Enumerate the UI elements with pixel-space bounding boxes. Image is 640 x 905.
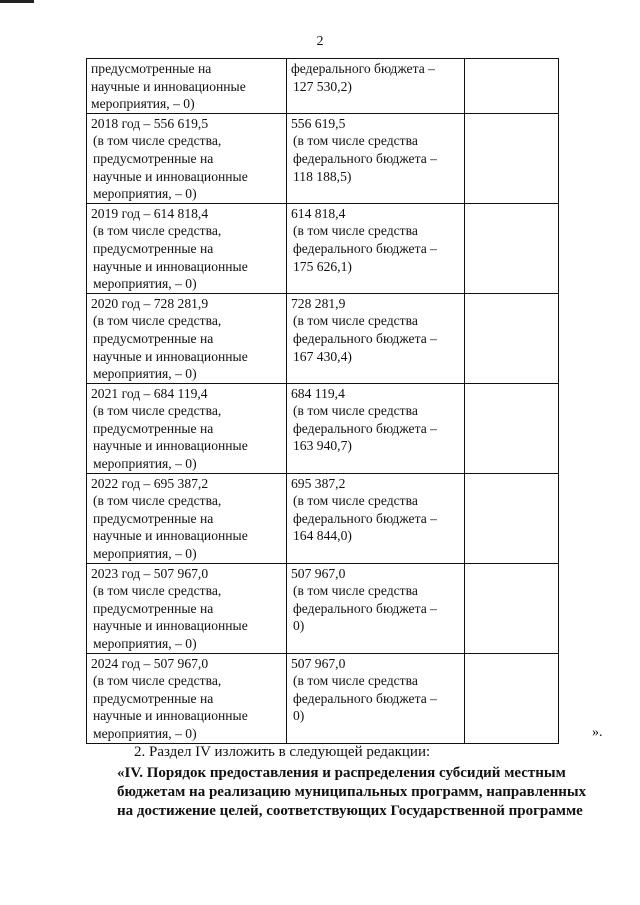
table-cell-amount bbox=[287, 113, 465, 203]
table-cell-period bbox=[87, 563, 287, 653]
table-cell-period bbox=[87, 59, 287, 114]
cell-line: федерального бюджета – bbox=[293, 600, 437, 616]
cell-line: предусмотренные на bbox=[93, 150, 214, 166]
amendment-item-2: 2. Раздел IV изложить в следующей редакции: bbox=[134, 744, 431, 760]
cell-line: 2020 год – 728 281,9 bbox=[91, 295, 209, 311]
table-row bbox=[87, 563, 559, 653]
cell-line: мероприятия, – 0) bbox=[93, 725, 197, 741]
table-cell-amount bbox=[287, 563, 465, 653]
cell-line: 2021 год – 684 119,4 bbox=[91, 385, 208, 401]
table-cell-amount bbox=[287, 653, 465, 743]
cell-line: 728 281,9 bbox=[291, 295, 346, 311]
cell-line: 0) bbox=[293, 618, 305, 634]
table-row bbox=[87, 473, 559, 563]
table-cell-empty bbox=[465, 203, 559, 293]
cell-line: федерального бюджета – bbox=[293, 240, 437, 256]
table-row bbox=[87, 653, 559, 743]
table-cell-empty bbox=[465, 563, 559, 653]
table-cell-empty bbox=[465, 113, 559, 203]
cell-line: (в том числе средства bbox=[293, 223, 418, 239]
cell-line: (в том числе средства bbox=[293, 403, 418, 419]
cell-line: 2023 год – 507 967,0 bbox=[91, 565, 209, 581]
cell-line: 614 818,4 bbox=[291, 205, 346, 221]
table-cell-period bbox=[87, 293, 287, 383]
cell-line: (в том числе средства, bbox=[93, 403, 222, 419]
table-row bbox=[87, 203, 559, 293]
cell-line: 507 967,0 bbox=[291, 565, 346, 581]
cell-line: научные и инновационные bbox=[93, 168, 248, 184]
budget-table bbox=[86, 58, 559, 744]
cell-line: предусмотренные на bbox=[93, 420, 214, 436]
cell-line: федерального бюджета – bbox=[293, 690, 437, 706]
cell-line: предусмотренные на bbox=[93, 690, 214, 706]
cell-line: мероприятия, – 0) bbox=[93, 186, 197, 202]
table-cell-empty bbox=[465, 383, 559, 473]
cell-line: научные и инновационные bbox=[93, 438, 248, 454]
cell-line: 164 844,0) bbox=[293, 528, 352, 544]
cell-line: предусмотренные на bbox=[93, 330, 214, 346]
cell-line: 167 430,4) bbox=[293, 348, 352, 364]
cell-line: (в том числе средства, bbox=[93, 223, 222, 239]
cell-line: (в том числе средства, bbox=[93, 673, 222, 689]
table-cell-amount bbox=[287, 473, 465, 563]
table-cell-period bbox=[87, 473, 287, 563]
cell-line: федерального бюджета – bbox=[291, 61, 435, 76]
table-cell-amount bbox=[287, 59, 465, 114]
cell-line: предусмотренные на bbox=[93, 240, 214, 256]
table-cell-amount bbox=[287, 383, 465, 473]
cell-line: научные и инновационные bbox=[93, 528, 248, 544]
cell-line: 2019 год – 614 818,4 bbox=[91, 205, 209, 221]
table-cell-empty bbox=[465, 293, 559, 383]
cell-line: мероприятия, – 0) bbox=[91, 96, 195, 112]
cell-line: 2018 год – 556 619,5 bbox=[91, 115, 209, 131]
cell-line: 2024 год – 507 967,0 bbox=[91, 655, 209, 671]
table-row bbox=[87, 59, 559, 114]
cell-line: 163 940,7) bbox=[293, 438, 352, 454]
page-number: 2 bbox=[316, 34, 324, 49]
table-cell-amount bbox=[287, 293, 465, 383]
table-cell-period bbox=[87, 113, 287, 203]
cell-line: 556 619,5 bbox=[291, 115, 346, 131]
cell-line: мероприятия, – 0) bbox=[93, 456, 197, 472]
cell-line: федерального бюджета – bbox=[293, 420, 437, 436]
cell-line: научные и инновационные bbox=[93, 348, 248, 364]
table-row bbox=[87, 113, 559, 203]
cell-line: мероприятия, – 0) bbox=[93, 366, 197, 382]
cell-line: 118 188,5) bbox=[293, 168, 352, 184]
cell-line: (в том числе средства, bbox=[93, 313, 222, 329]
cell-line: 175 626,1) bbox=[293, 258, 352, 274]
table-cell-period bbox=[87, 203, 287, 293]
table-cell-amount bbox=[287, 203, 465, 293]
cell-line: (в том числе средства bbox=[293, 673, 418, 689]
table-cell-period bbox=[87, 653, 287, 743]
cell-line: 127 530,2) bbox=[293, 78, 352, 94]
cell-line: мероприятия, – 0) bbox=[93, 636, 197, 651]
cell-line: 507 967,0 bbox=[291, 655, 346, 671]
cell-line: предусмотренные на bbox=[93, 600, 214, 616]
cell-line: 695 387,2 bbox=[291, 475, 346, 491]
cell-line: научные и инновационные bbox=[93, 258, 248, 274]
cell-line: (в том числе средства, bbox=[93, 583, 222, 599]
cell-line: 0) bbox=[293, 708, 305, 724]
table-cell-empty bbox=[465, 59, 559, 114]
table-row bbox=[87, 383, 559, 473]
cell-line: (в том числе средства bbox=[293, 133, 418, 149]
cell-line: федерального бюджета – bbox=[293, 150, 437, 166]
cell-line: федерального бюджета – bbox=[293, 510, 437, 526]
cell-line: научные и инновационные bbox=[91, 78, 246, 94]
section-heading: «IV. Порядок предоставления и распределения субсидий местным бюджетам на реализацию муниципальных программ, направленных на достижение целей, соответствующих Государственной программе bbox=[117, 765, 587, 819]
cell-line: мероприятия, – 0) bbox=[93, 276, 197, 292]
cell-line: 2022 год – 695 387,2 bbox=[91, 475, 209, 491]
table-cell-period bbox=[87, 383, 287, 473]
scan-corner-mark bbox=[0, 0, 34, 3]
table-cell-empty bbox=[465, 473, 559, 563]
table-row bbox=[87, 293, 559, 383]
cell-line: (в том числе средства, bbox=[93, 493, 222, 509]
cell-line: предусмотренные на bbox=[93, 510, 214, 526]
cell-line: научные и инновационные bbox=[93, 618, 248, 634]
cell-line: (в том числе средства bbox=[293, 493, 418, 509]
cell-line: (в том числе средства, bbox=[93, 133, 222, 149]
cell-line: (в том числе средства bbox=[293, 583, 418, 599]
cell-line: мероприятия, – 0) bbox=[93, 546, 197, 562]
cell-line: (в том числе средства bbox=[293, 313, 418, 329]
table-cell-empty bbox=[465, 653, 559, 743]
cell-line: предусмотренные на bbox=[91, 61, 212, 76]
cell-line: федерального бюджета – bbox=[293, 330, 437, 346]
cell-line: научные и инновационные bbox=[93, 708, 248, 724]
closing-quote: ». bbox=[592, 725, 603, 740]
cell-line: 684 119,4 bbox=[291, 385, 345, 401]
